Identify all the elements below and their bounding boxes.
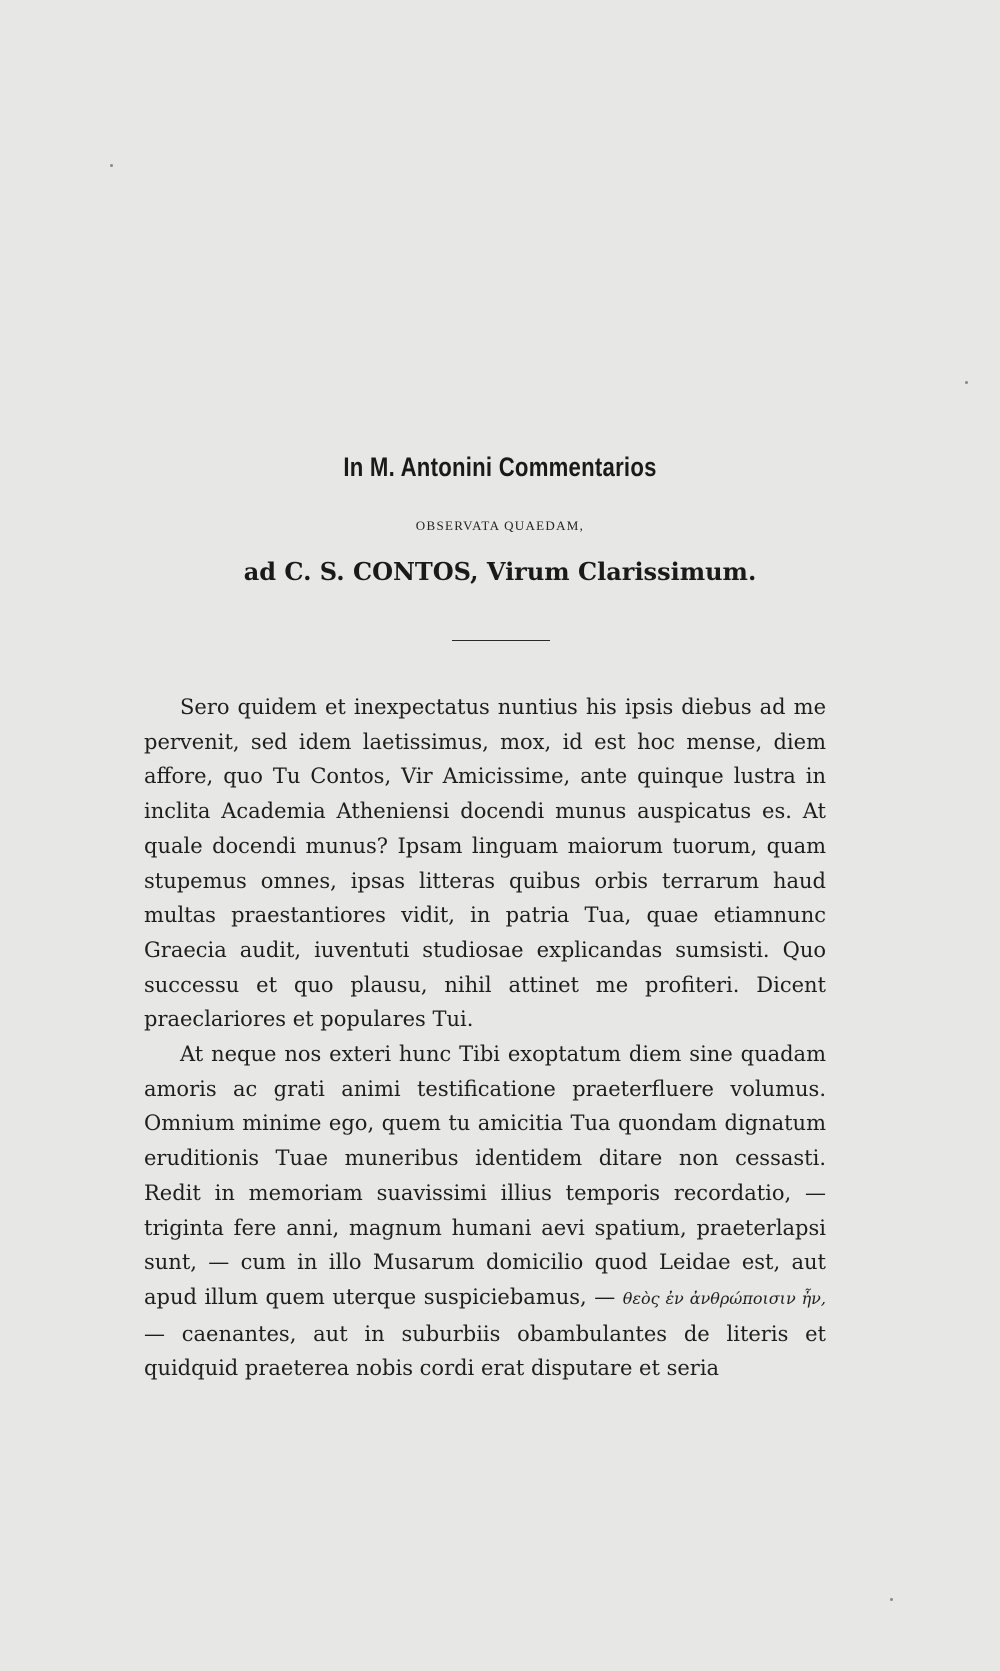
- paper-speck: [965, 381, 968, 384]
- greek-quotation: θεὸς ἐν ἀνθρώποισιν ἦν,: [622, 1288, 826, 1308]
- paragraph: Sero quidem et inexpectatus nuntius his ipsis diebus ad me pervenit, sed idem laetissimus, mox, id est hoc mense, diem affore, quo Tu Contos, Vir Amicissime, ante quinque lustra in inclita Academia Atheniensi docendi munus auspicatus es. At quale docendi munus? Ipsam linguam maiorum tuorum, quam stupemus omnes, ipsas litteras quibus orbis terrarum haud multas praestantiores vidit, in patria Tua, quae etiamnunc Graecia audit, iuventuti studiosae explicandas sumsisti. Quo successu et quo plausu, nihil attinet me profiteri. Dicent praeclariores et populares Tui.: [144, 695, 826, 1032]
- page-subtitle: OBSERVATA QUAEDAM,: [415, 518, 585, 533]
- paragraph-text: At neque nos exteri hunc Tibi exoptatum diem sine quadam amoris ac grati animi testificatione praeterfluere volumus. Omnium minime ego, quem tu amicitia Tua quondam dignatum eruditionis Tuae muneribus identidem ditare non cessasti. Redit in memoriam suavissimi illius temporis recordatio, — triginta fere anni, magnum humani aevi spatium, praeterlapsi sunt, — cum in illo Musarum domicilio quod Leidae est, aut apud illum quem uterque suspiciebamus, —: [144, 1042, 826, 1309]
- paper-speck: [110, 164, 113, 167]
- dedication-line: ad C. S. CONTOS, Virum Clarissimum.: [243, 557, 757, 586]
- paragraph: [144, 1037, 826, 1386]
- body-text: [144, 690, 826, 1386]
- paragraph-text: — caenantes, aut in suburbiis obambulantes de literis et quidquid praeterea nobis cordi erat disputare et seria: [144, 1321, 826, 1381]
- page-title: In M. Antonini Commentarios: [343, 452, 657, 482]
- section-divider: [452, 640, 550, 641]
- paper-speck: [890, 1598, 893, 1601]
